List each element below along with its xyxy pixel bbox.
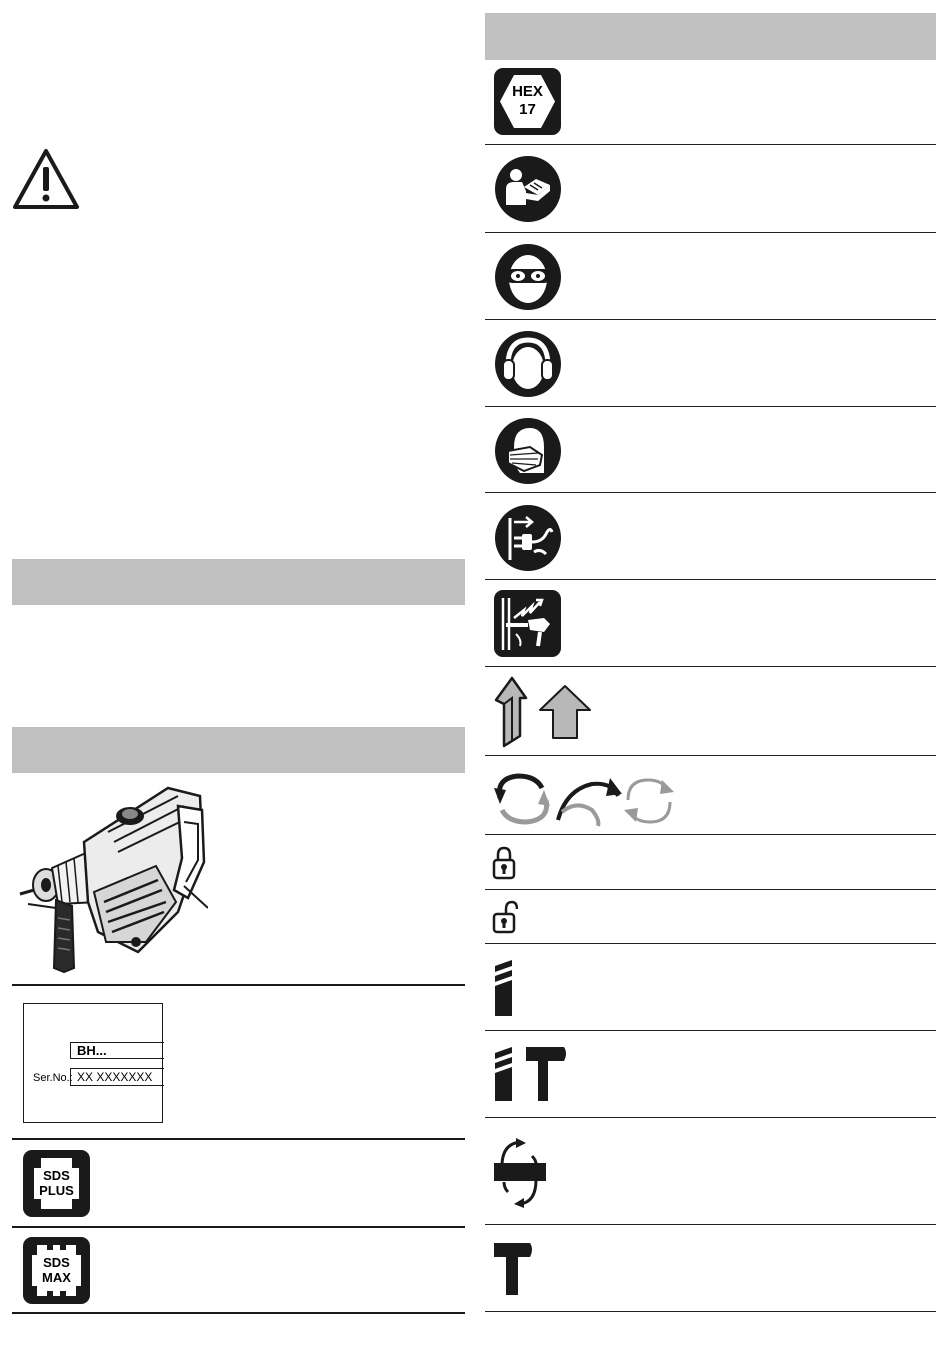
row-divider <box>485 889 936 890</box>
drill-and-hammer-icon <box>492 1045 570 1103</box>
row-divider <box>485 834 936 835</box>
read-manual-icon <box>494 155 562 223</box>
ear-protection-icon <box>494 330 562 398</box>
section-header-band <box>12 559 465 605</box>
hidden-cables-warning-icon <box>494 590 561 657</box>
row-divider <box>485 943 936 944</box>
rating-plate <box>23 1003 163 1123</box>
row-divider <box>485 1030 936 1031</box>
sds-max-line1: SDS <box>43 1255 70 1270</box>
hammer-only-icon <box>492 1241 534 1297</box>
sds-max-line2: MAX <box>42 1270 71 1285</box>
model-box <box>70 1042 164 1059</box>
warning-triangle-icon <box>12 148 80 210</box>
row-divider <box>485 144 936 145</box>
row-divider <box>485 232 936 233</box>
hammer-drill-product-icon <box>18 782 208 977</box>
sds-max-icon <box>23 1237 90 1304</box>
rotation-arrows-icon <box>492 770 676 828</box>
hex-line1: HEX <box>512 83 543 100</box>
row-divider <box>485 755 936 756</box>
upward-arrows-icon <box>492 676 594 748</box>
serial-value: XX XXXXXXX <box>77 1070 153 1084</box>
row-divider <box>485 406 936 407</box>
row-divider <box>485 319 936 320</box>
row-divider <box>485 1311 936 1312</box>
section-header-band <box>485 13 936 60</box>
eye-protection-icon <box>494 243 562 311</box>
lock-closed-icon <box>492 846 516 880</box>
lock-open-icon <box>492 900 518 934</box>
drill-bit-icon <box>492 958 516 1018</box>
row-divider <box>485 492 936 493</box>
sds-plus-line1: SDS <box>43 1168 70 1183</box>
rotation-only-icon <box>492 1138 548 1208</box>
model-value: BH... <box>77 1043 107 1058</box>
serial-box <box>70 1068 164 1086</box>
row-divider <box>12 1312 465 1314</box>
row-divider <box>12 984 465 986</box>
hex-line2: 17 <box>519 101 536 118</box>
row-divider <box>12 1226 465 1228</box>
serial-label: Ser.No.: <box>33 1072 73 1084</box>
row-divider <box>485 1117 936 1118</box>
row-divider <box>485 1224 936 1225</box>
unplug-before-work-icon <box>494 504 562 572</box>
row-divider <box>12 1138 465 1140</box>
dust-mask-icon <box>494 417 562 485</box>
hex17-icon <box>494 68 561 135</box>
section-header-band <box>12 727 465 773</box>
sds-plus-icon <box>23 1150 90 1217</box>
row-divider <box>485 666 936 667</box>
sds-plus-line2: PLUS <box>39 1183 74 1198</box>
row-divider <box>485 579 936 580</box>
